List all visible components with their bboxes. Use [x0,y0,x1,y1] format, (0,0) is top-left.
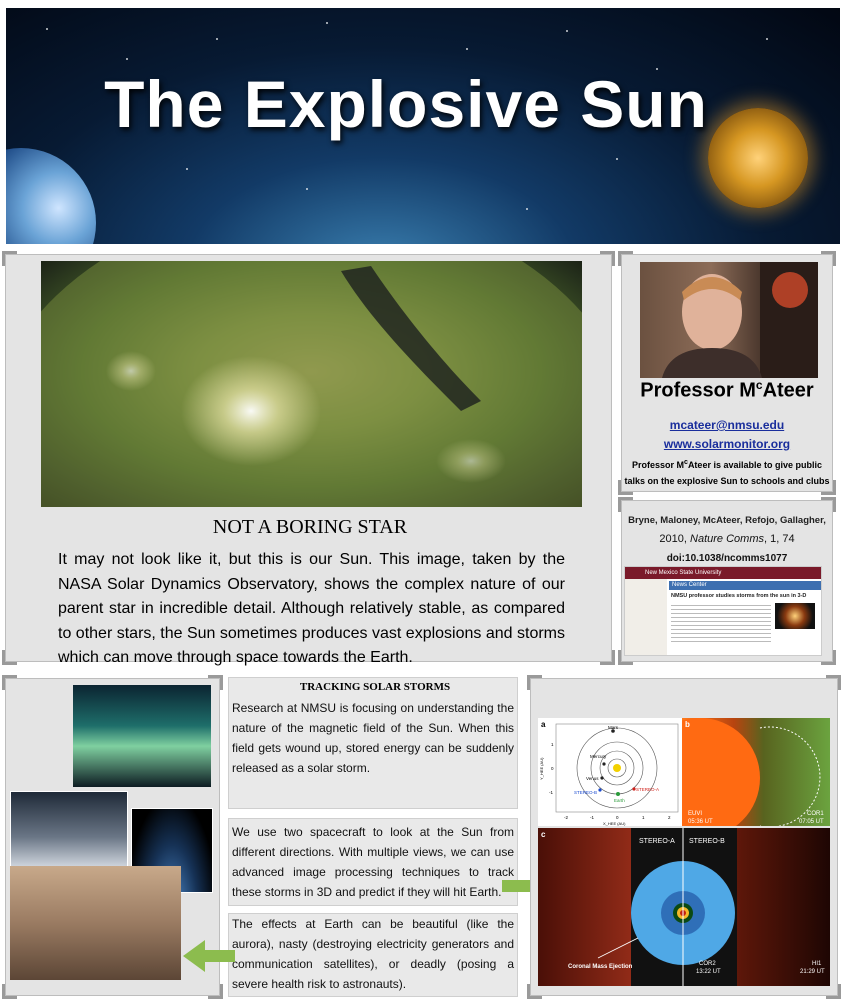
intro-heading: NOT A BORING STAR [212,516,408,538]
panel-b-label: b [685,720,690,729]
intro-body: It may not look like it, but this is our Sun. This image, taken by the NASA Solar Dynamics Observatory, shows the complex nature of our parent star in incredible detail. Although relatively stable, as compared to other stars, the Sun sometimes produces vast explosions and storms which can move through space towards the Earth. [58,551,565,666]
web-sidebar [625,579,667,655]
cor2-hi1-image [538,828,830,986]
euvi-label: EUVI [688,811,703,817]
svg-text:0: 0 [616,815,619,820]
orbit-label-stereo-a: STEREO-A [636,787,660,792]
svg-text:-1: -1 [590,815,595,820]
web-header: New Mexico State University [625,567,821,579]
website-link[interactable]: www.solarmonitor.org [663,437,791,451]
email-link[interactable]: mcateer@nmsu.edu [669,418,785,432]
panel-c-label: c [541,830,546,839]
cor1-time: 07:05 UT [799,819,824,825]
news-web-screenshot [624,566,822,656]
sun-photo [41,261,582,507]
generator-photo [10,866,181,980]
earth-image [6,148,96,244]
tracking-para-3: The effects at Earth can be beautiful (like the aurora), nasty (destroying electricity generators and communication satellites), or deadly (posing a severe health risk to astronauts). [232,917,514,991]
web-text-lines [671,605,771,645]
sun-marker [613,764,621,772]
hi1-time: 21:29 UT [800,969,825,975]
orbit-label-venus: Venus [586,776,599,781]
euvi-cor1-image [682,718,830,826]
svg-text:2: 2 [668,815,671,820]
svg-text:0: 0 [551,766,554,771]
x-axis-label: X_HEE (AU) [603,821,626,826]
citation-authors: Bryne, Maloney, McAteer, Refojo, Gallagher, [628,515,826,526]
web-headline: NMSU professor studies storms from the sun in 3-D [671,593,807,599]
panel-a-label: a [541,720,546,729]
orbit-label-mercury: Mercury [590,754,607,759]
arrow-left-icon [183,940,235,977]
cor1-label: COR1 [807,811,824,817]
cor2-time: 13:22 UT [696,969,721,975]
aurora-photo [73,685,211,787]
citation-journal: 2010, Nature Comms, 1, 74 [659,533,795,545]
citation-doi: doi:10.1038/ncomms1077 [666,553,788,564]
cme-label: Coronal Mass Ejection [568,964,633,970]
tracking-para-2: We use two spacecraft to look at the Sun from different directions. With multiple views, we can use advanced image processing techniques to track these storms in 3D and predict if they will hit Earth. [232,825,514,899]
svg-text:1: 1 [551,742,554,747]
professor-name: Professor $M^cAteer$ [640,378,814,402]
title-banner [6,8,840,244]
orbit-label-earth: Earth [614,798,625,803]
web-section: News Center [669,581,822,590]
stereo-b-label: STEREO-B [689,838,725,845]
tracking-para-1: Research at NMSU is focusing on understanding the nature of the magnetic field of the Sun. When this field gets wound up, stored energy can be suddenly released as a solar storm. [232,701,514,775]
astronaut-photo [10,791,128,868]
svg-text:-2: -2 [564,815,569,820]
orbit-label-mars: Mars [608,725,618,730]
svg-text:1: 1 [642,815,645,820]
professor-talks-note: Professor $M^cAteer$ is available to give public talks on the explosive Sun to schools and clubs [624,459,830,486]
page-title: The Explosive Sun [104,67,708,141]
tracking-title: TRACKING SOLAR STORMS [299,681,451,693]
orbit-diagram [538,718,682,826]
y-axis-label: Y_HEE (AU) [539,757,544,780]
web-sun-image [775,603,815,629]
euvi-time: 05:36 UT [688,819,713,825]
orbit-label-stereo-b: STEREO-B [574,790,598,795]
hi1-label: HI1 [812,961,822,967]
svg-text:-1: -1 [549,790,554,795]
cor2-label: COR2 [699,961,716,967]
stereo-a-label: STEREO-A [639,838,675,845]
professor-photo [640,262,818,378]
